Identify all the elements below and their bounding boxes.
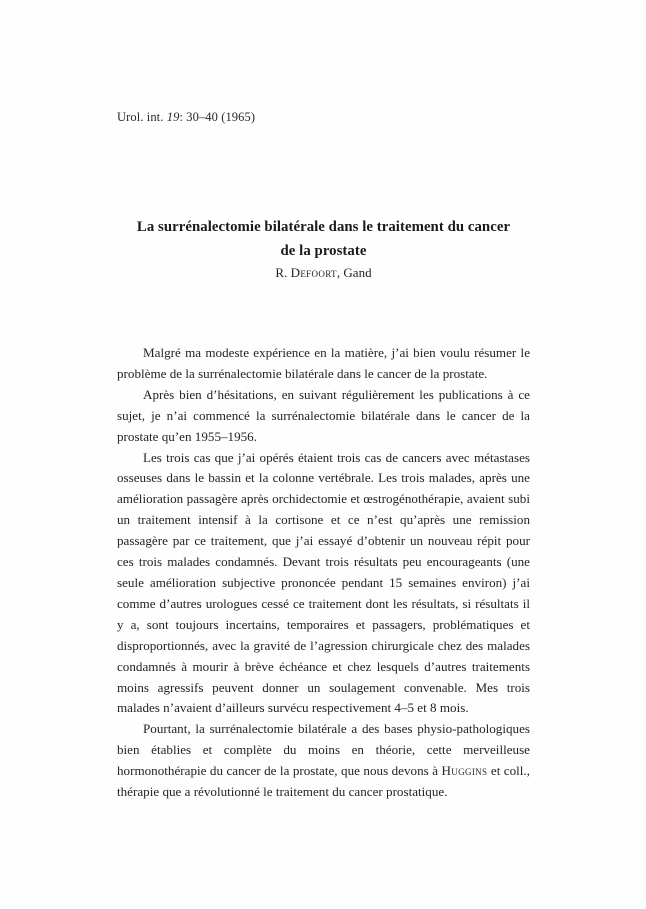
author-surname: Defoort xyxy=(290,265,337,280)
journal-name: Urol. int. xyxy=(117,110,167,124)
journal-pages-year: : 30–40 (1965) xyxy=(179,110,256,124)
journal-citation xyxy=(117,110,255,125)
journal-volume: 19 xyxy=(166,110,180,124)
title-line-2: de la prostate xyxy=(280,242,367,259)
title-line-1: La surrénalectomie bilatérale dans le traitement du cancer xyxy=(136,218,511,235)
author-affiliation: , Gand xyxy=(336,265,372,280)
paragraph-text-after-citation: et coll., thérapie que a révolutionné le traitement du cancer prostatique. xyxy=(117,763,530,800)
cited-author-name: Huggins xyxy=(441,763,488,779)
page-title xyxy=(117,215,530,263)
paragraph-text-before-citation: Pourtant, la surrénalectomie bilatérale a des bases physio-pathologiques bien établies et complète du moins en théorie, cette merveilleuse hormonothérapie du cancer de la prostate, que nous devons à xyxy=(117,721,530,779)
author-byline xyxy=(117,265,530,281)
article-body xyxy=(117,343,530,803)
body-paragraph-with-citation xyxy=(117,719,530,803)
body-paragraph: Après bien d’hésitations, en suivant régulièrement les publications à ce sujet, je n’ai commencé la surrénalectomie bilatérale dans le cancer de la prostate qu’en 1955–1956. xyxy=(117,386,530,444)
body-paragraph: Les trois cas que j’ai opérés étaient trois cas de cancers avec métastases osseuses dans le bassin et la colonne vertébrale. Les trois malades, après une amélioration passagère après orchidectomie et œstrogénothérapie, avaient subi un traitement intensif à la cortisone et ce n’est qu’après une remission passagère par ce traitement, que j’ai essayé d’obtenir un nouveau répit pour ces trois malades condamnés. Devant trois résultats peu encourageants (une seule amélioration subjective prononcée pendant 15 semaines environ) j’ai comme d’autres urologues cessé ce traitement dont les résultats, si résultats il y a, sont toujours incertains, temporaires et passagers, problématiques et disproportionnés, avec la gravité de l’agression chirurgicale chez des malades condamnés à mourir à brève échéance et chez lesquels d’autres traitements moins agressifs peuvent donner un soulagement convenable. Mes trois malades n’avaient d’ailleurs survécu respectivement 4–5 et 8 mois. xyxy=(117,449,530,716)
body-paragraph: Malgré ma modeste expérience en la matière, j’ai bien voulu résumer le problème de la surrénalectomie bilatérale dans le cancer de la prostate. xyxy=(117,345,530,381)
author-initial: R. xyxy=(275,265,291,280)
